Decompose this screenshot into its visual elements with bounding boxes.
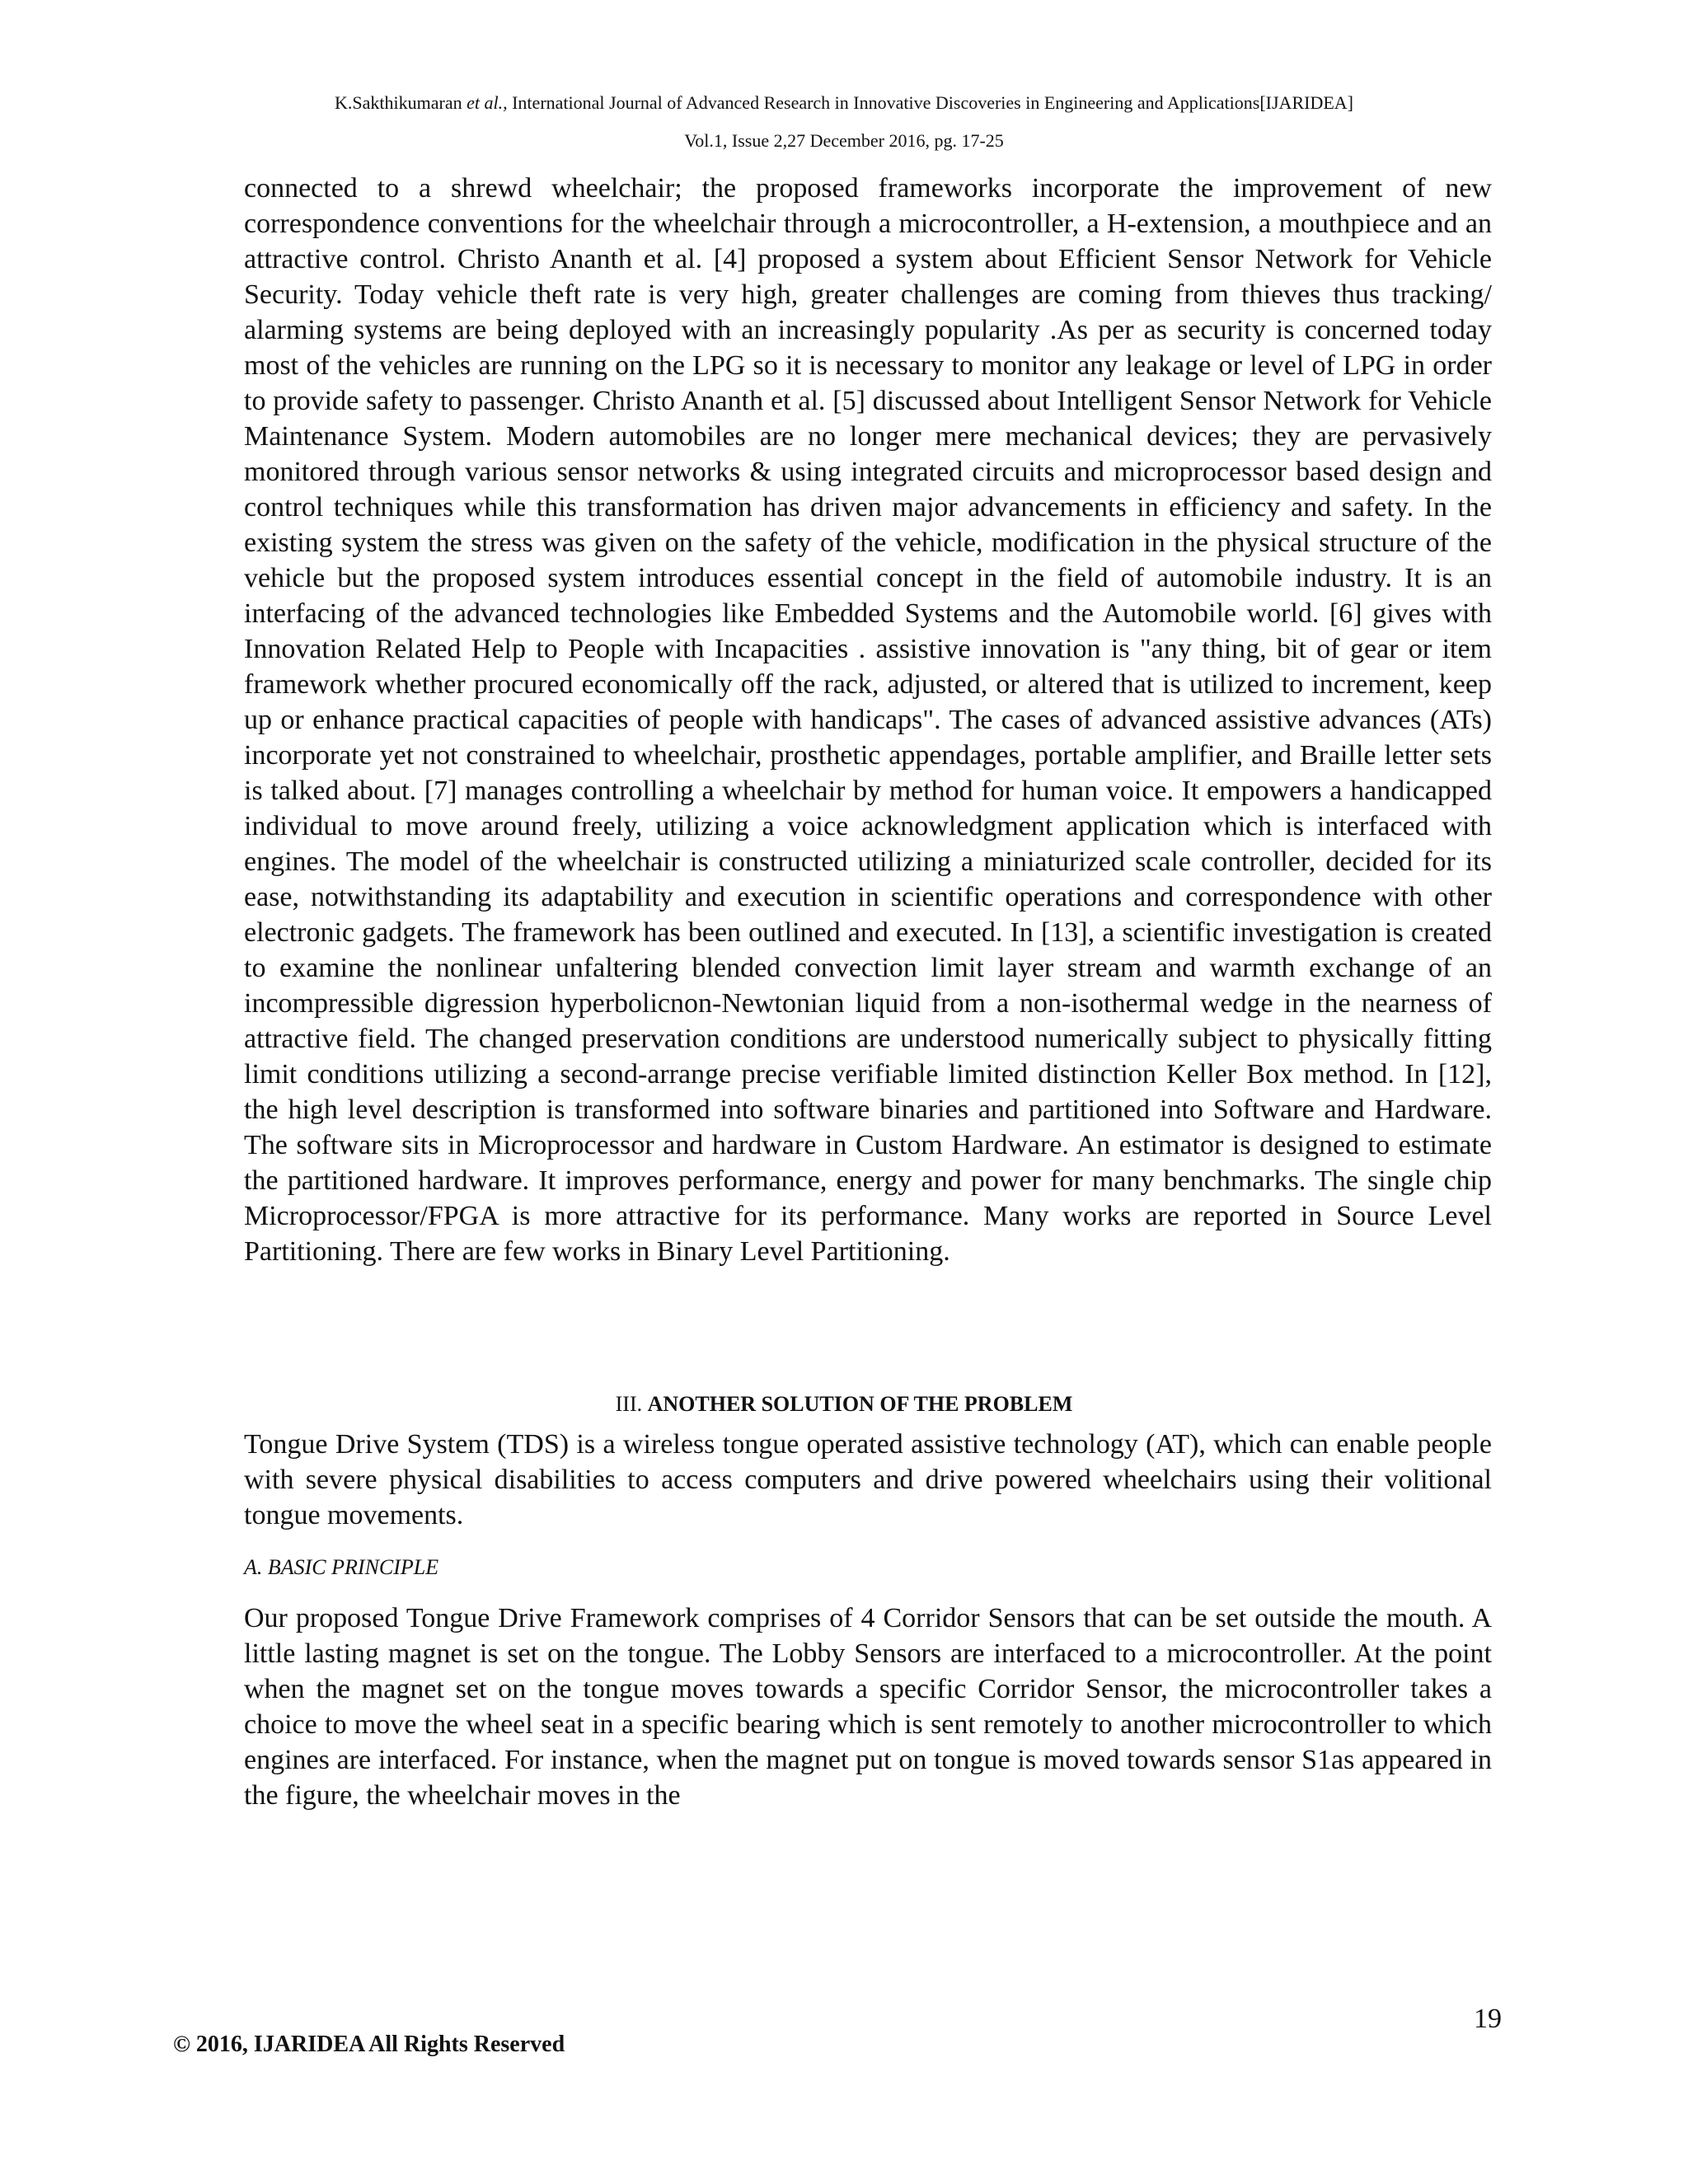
- page-number: 19: [1474, 2004, 1502, 2034]
- running-header-citation: [0, 92, 1688, 114]
- section-heading: [0, 1391, 1688, 1418]
- body-paragraph-basic-principle: Our proposed Tongue Drive Framework comprises of 4 Corridor Sensors that can be set outside the mouth. A little lasting magnet is set on the tongue. The Lobby Sensors are interfaced to a microcontroller. At the point when the magnet set on the tongue moves towards a specific Corridor Sensor, the microcontroller takes a choice to move the wheel seat in a specific bearing which is sent remotely to another microcontroller to which engines are interfaced. For instance, when the magnet put on tongue is moved towards sensor S1as appeared in the figure, the wheelchair moves in the: [244, 1603, 1492, 1811]
- body-paragraph-related-work: connected to a shrewd wheelchair; the proposed frameworks incorporate the improvement of new correspondence conventions for the wheelchair through a microcontroller, a H-extension, a mouthpiece and an attractive control. Christo Ananth et al. [4] proposed a system about Efficient Sensor Network for Vehicle Security. Today vehicle theft rate is very high, greater challenges are coming from thieves thus tracking/ alarming systems are being deployed with an increasingly popularity .As per as security is concerned today most of the vehicles are running on the LPG so it is necessary to monitor any leakage or level of LPG in order to provide safety to passenger. Christo Ananth et al. [5] discussed about Intelligent Sensor Network for Vehicle Maintenance System. Modern automobiles are no longer mere mechanical devices; they are pervasively monitored through various sensor networks & using integrated circuits and microprocessor based design and control techniques while this transformation has driven major advancements in efficiency and safety. In the existing system the stress was given on the safety of the vehicle, modification in the physical structure of the vehicle but the proposed system introduces essential concept in the field of automobile industry. It is an interfacing of the advanced technologies like Embedded Systems and the Automobile world. [6] gives with Innovation Related Help to People with Incapacities . assistive innovation is "any thing, bit of gear or item framework whether procured economically off the rack, adjusted, or altered that is utilized to increment, keep up or enhance practical capacities of people with handicaps". The cases of advanced assistive advances (ATs) incorporate yet not constrained to wheelchair, prosthetic appendages, portable amplifier, and Braille letter sets is talked about. [7] manages controlling a wheelchair by method for human voice. It empowers a handicapped individual to move around freely, utilizing a voice acknowledgment application which is interfaced with engines. The model of the wheelchair is constructed utilizing a miniaturized scale controller, decided for its ease, notwithstanding its adaptability and execution in scientific operations and correspondence with other electronic gadgets. The framework has been outlined and executed. In [13], a scientific investigation is created to examine the nonlinear unfaltering blended convection limit layer stream and warmth exchange of an incompressible digression hyperbolicnon-Newtonian liquid from a non-isothermal wedge in the nearness of attractive field. The changed preservation conditions are understood numerically subject to physically fitting limit conditions utilizing a second-arrange precise verifiable limited distinction Keller Box method. In [12], the high level description is transformed into software binaries and partitioned into Software and Hardware. The software sits in Microprocessor and hardware in Custom Hardware. An estimator is designed to estimate the partitioned hardware. It improves performance, energy and power for many benchmarks. The single chip Microprocessor/FPGA is more attractive for its performance. Many works are reported in Source Level Partitioning. There are few works in Binary Level Partitioning.: [244, 173, 1492, 1267]
- body-paragraph-tds: Tongue Drive System (TDS) is a wireless tongue operated assistive technology (AT), which can enable people with severe physical disabilities to access computers and drive powered wheelchairs using their volitional tongue movements.: [244, 1429, 1492, 1530]
- running-header-issue: Vol.1, Issue 2,27 December 2016, pg. 17-25: [684, 130, 1004, 151]
- section-number: III.: [615, 1392, 643, 1416]
- header-journal: International Journal of Advanced Research in Innovative Discoveries in Engineering and Applications[IJARIDEA]: [512, 92, 1353, 113]
- copyright-notice: © 2016, IJARIDEA All Rights Reserved: [173, 2032, 565, 2057]
- header-author: K.Sakthikumaran: [335, 92, 462, 113]
- subsection-heading: A. BASIC PRINCIPLE: [244, 1555, 439, 1579]
- header-et-al: et al.,: [467, 92, 508, 113]
- section-title: ANOTHER SOLUTION OF THE PROBLEM: [647, 1392, 1073, 1416]
